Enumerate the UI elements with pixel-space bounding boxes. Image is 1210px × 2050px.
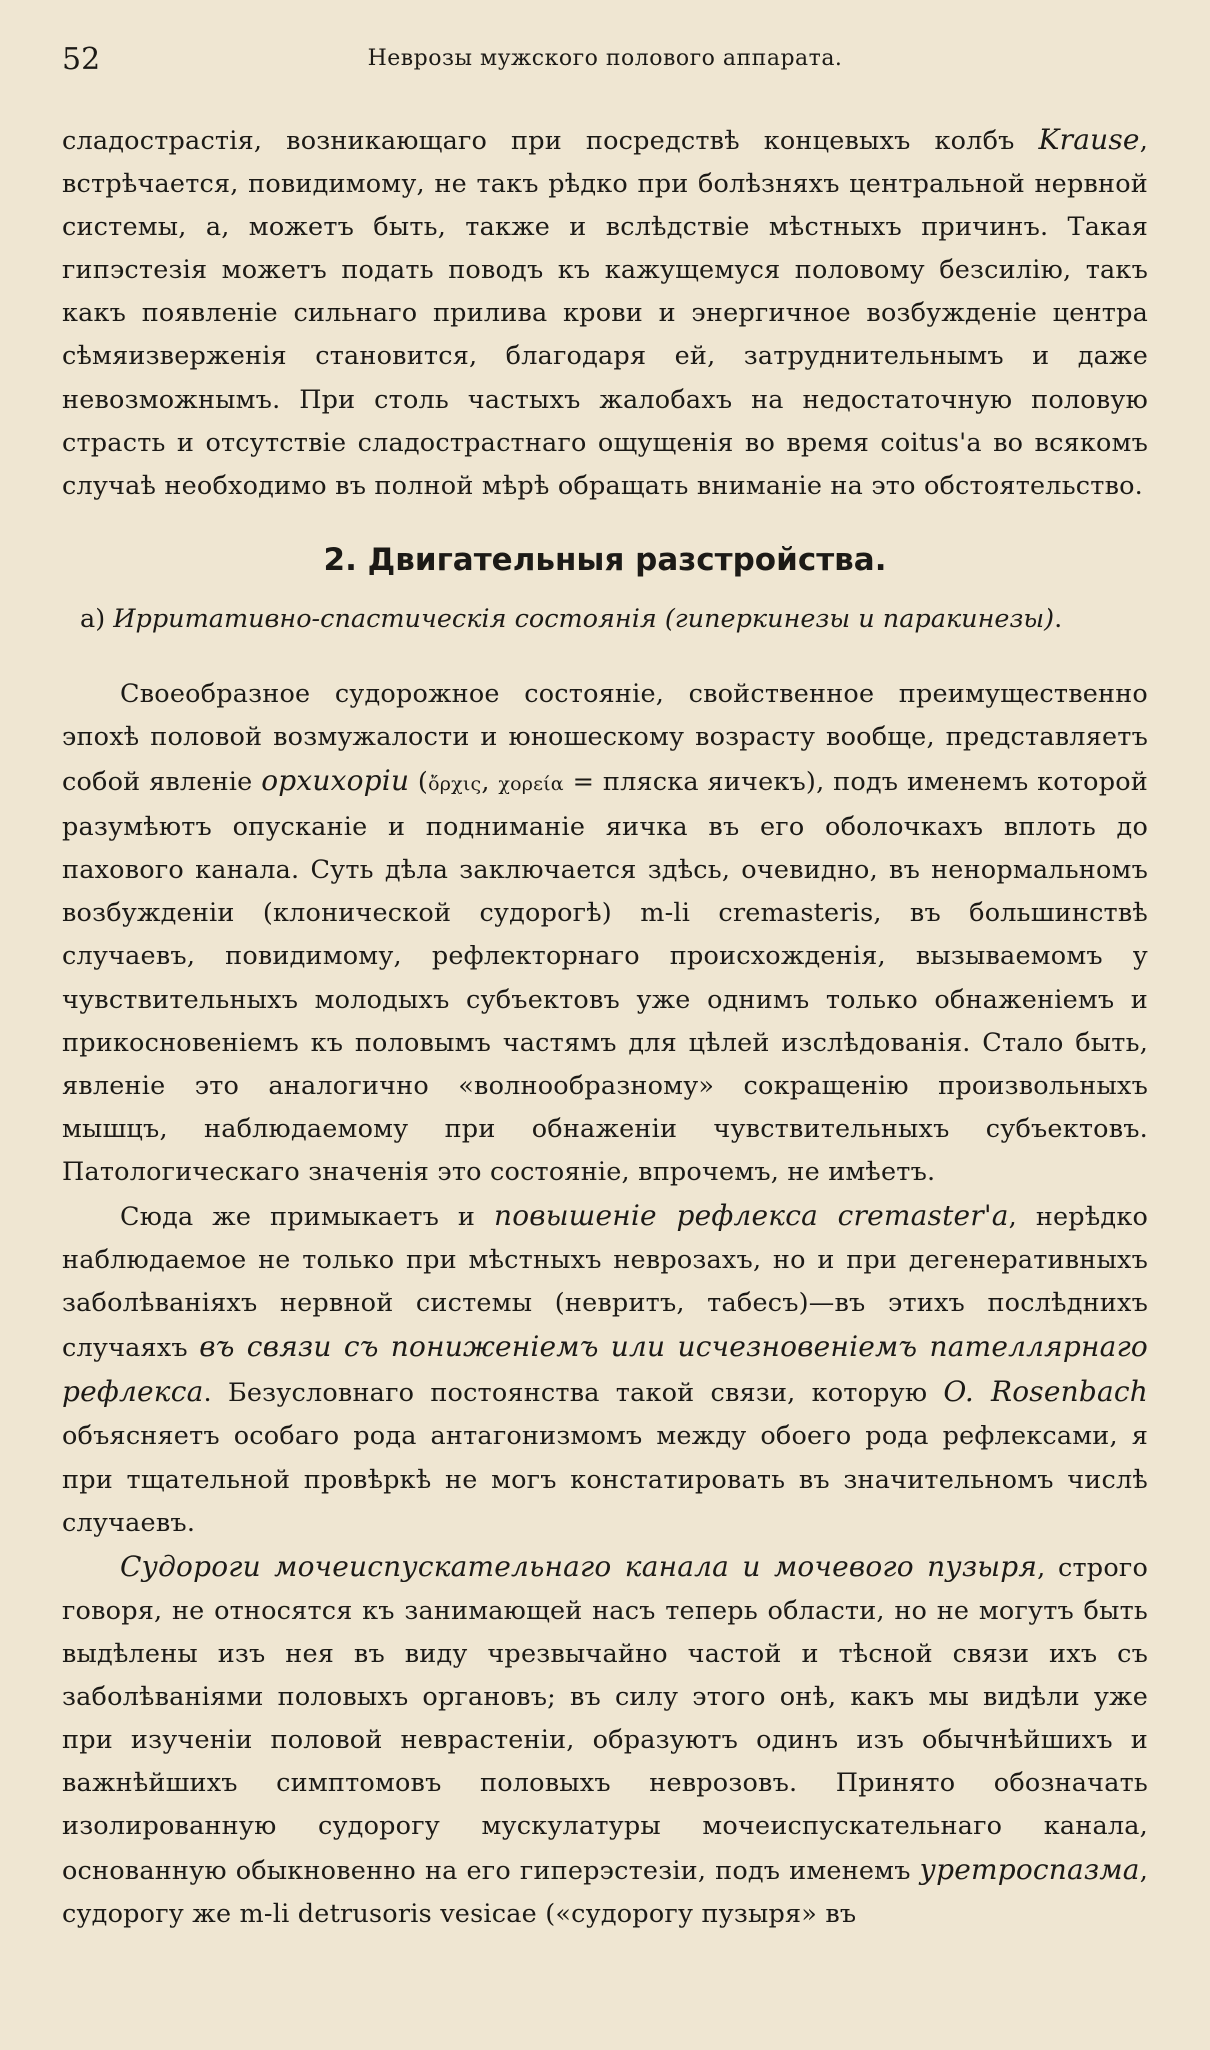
term-orchichoria: орхихоріи	[261, 764, 410, 798]
paragraph-2	[62, 673, 1148, 1194]
subsection-title-text: Ирритативно-спастическія состоянія (гиперкинезы и паракинезы)	[113, 603, 1055, 634]
author-rosenbach: O. Rosenbach	[943, 1375, 1148, 1409]
page-number: 52	[62, 42, 101, 77]
running-title: Неврозы мужского полового аппарата.	[367, 46, 843, 71]
subsection-prefix: a)	[80, 603, 114, 634]
term-urethra-bladder-spasm: Судороги мочеиспускательнаго канала и мочевого пузыря	[120, 1549, 1038, 1583]
p4-text-b: , судорогу же m-li detrusoris vesicae («судорогу пузыря» въ	[62, 1856, 1148, 1930]
subsection-title	[80, 598, 1148, 641]
p3-text-d: объясняетъ особаго рода антагонизмомъ между обоего рода рефлексами, я при тщательной провѣркѣ не могъ констатировать въ значительномъ числѣ случаевъ.	[62, 1421, 1148, 1538]
paragraph-4	[62, 1545, 1148, 1937]
section-title: 2. Двигательныя разстройства.	[323, 541, 887, 578]
body-text	[62, 118, 1148, 1937]
term-urethrospasm: уретроспазма	[919, 1853, 1140, 1887]
p1-text-b: , встрѣчается, повидимому, не такъ рѣдко при болѣзняхъ центральной нервной системы, а, можетъ быть, также и вслѣдствіе мѣстныхъ причинъ. Такая гипэстезія можетъ подать поводъ къ кажущемуся половому безсилію, такъ какъ появленіе сильнаго прилива крови и энергичное возбужденіе центра сѣмяизверженія становится, благодаря ей, затруднительнымъ и даже невозможнымъ. При столь частыхъ жалобахъ на недостаточную половую страсть и отсутствіе сладострастнаго ощущенія во время coitus'а во всякомъ случаѣ необходимо въ полной мѣрѣ обращать вниманіе на это обстоятельство.	[62, 126, 1148, 501]
p2-text-c: ,	[481, 767, 499, 798]
p3-text-b: , нерѣдко наблюдаемое не только при мѣстныхъ неврозахъ, но и при дегенеративныхъ заболѣваніяхъ нервной системы (невритъ, табесъ)—въ этихъ послѣднихъ случаяхъ	[62, 1201, 1149, 1364]
term-patellar-reflex: въ связи съ пониженіемъ или исчезновеніемъ пателлярнаго рефлекса	[62, 1330, 1148, 1409]
term-cremaster-reflex: повышеніе рефлекса cremaster'a	[493, 1198, 1009, 1232]
p3-text-a: Сюда же примыкаетъ и	[120, 1201, 494, 1232]
subsection-suffix: .	[1054, 603, 1063, 634]
p3-text-c: . Безусловнаго постоянства такой связи, которую	[203, 1378, 944, 1409]
term-krause: Krause	[1038, 123, 1140, 156]
paragraph-1	[62, 118, 1148, 508]
p2-text-b: (	[409, 767, 429, 798]
greek-word-2: χορεία	[498, 773, 564, 796]
p2-text-d: = пляска яичекъ), подъ именемъ которой разумѣютъ опусканіе и подниманіе яичка въ его оболочкахъ вплоть до пахового канала. Суть дѣла заключается здѣсь, очевидно, въ ненормальномъ возбужденіи (клонической судорогѣ) m-li cremasteris, въ большинствѣ случаевъ, повидимому, рефлекторнаго происхожденія, вызываемомъ у чувствительныхъ молодыхъ субъектовъ уже однимъ только обнаженіемъ и прикосновеніемъ къ половымъ частямъ для цѣлей изслѣдованія. Стало быть, явленіе это аналогично «волнообразному» сокращенію произвольныхъ мышцъ, наблюдаемому при обнаженіи чувствительныхъ субъектовъ. Патологическаго значенія это состояніе, впрочемъ, не имѣетъ.	[62, 767, 1148, 1187]
p4-text-a: , строго говоря, не относятся къ занимающей насъ теперь области, но не могутъ быть выдѣлены изъ нея въ виду чрезвычайно частой и тѣсной связи ихъ съ заболѣваніями половыхъ органовъ; въ силу этого онѣ, какъ мы видѣли уже при изученіи половой неврастеніи, образуютъ одинъ изъ обычнѣйшихъ и важнѣйшихъ симптомовъ половыхъ неврозовъ. Принято обозначать изолированную судорогу мускулатуры мочеиспускательнаго канала, основанную обыкновенно на его гиперэстезіи, подъ именемъ	[62, 1552, 1148, 1887]
greek-word-1: ὄρχις	[428, 773, 482, 796]
page-header	[62, 42, 1148, 82]
paragraph-3	[62, 1194, 1148, 1545]
p1-text-a: сладострастія, возникающаго при посредствѣ концевыхъ колбъ	[62, 126, 1039, 156]
p2-text-a: Своеобразное судорожное состояніе, свойственное преимущественно эпохѣ половой возмужалости и юношескому возрасту вообще, представляетъ собой явленіе	[62, 678, 1148, 798]
